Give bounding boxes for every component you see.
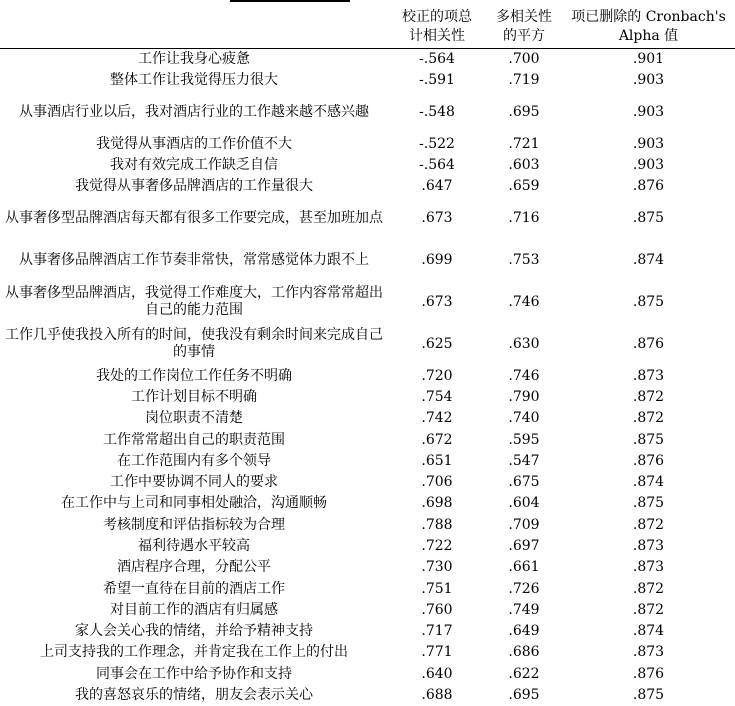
table-row bbox=[0, 387, 735, 408]
corrected-correlation-cell: .647 bbox=[388, 176, 486, 197]
squared-correlation-cell: .790 bbox=[486, 387, 562, 408]
alpha-deleted-cell: .875 bbox=[562, 685, 735, 706]
table-row bbox=[0, 429, 735, 450]
header-squared-multiple-correlation: 多相关性 的平方 bbox=[486, 8, 562, 49]
corrected-correlation-cell: .730 bbox=[388, 557, 486, 578]
table-row bbox=[0, 600, 735, 621]
alpha-deleted-cell: .875 bbox=[562, 429, 735, 450]
table-row bbox=[0, 92, 735, 134]
item-cell: 希望一直待在目前的酒店工作 bbox=[0, 578, 388, 599]
item-cell: 从事奢侈型品牌酒店，我觉得工作难度大，工作内容常常超出自己的能力范围 bbox=[0, 281, 388, 323]
squared-correlation-cell: .719 bbox=[486, 70, 562, 91]
item-cell: 整体工作让我觉得压力很大 bbox=[0, 70, 388, 91]
alpha-deleted-cell: .875 bbox=[562, 281, 735, 323]
squared-correlation-cell: .695 bbox=[486, 92, 562, 134]
item-cell: 同事会在工作中给予协作和支持 bbox=[0, 664, 388, 685]
table-body bbox=[0, 49, 735, 706]
table-row bbox=[0, 493, 735, 514]
item-cell: 工作让我身心疲惫 bbox=[0, 49, 388, 71]
corrected-correlation-cell: .720 bbox=[388, 365, 486, 386]
item-cell: 我处的工作岗位工作任务不明确 bbox=[0, 365, 388, 386]
table-row bbox=[0, 685, 735, 706]
alpha-deleted-cell: .903 bbox=[562, 92, 735, 134]
table-row bbox=[0, 621, 735, 642]
corrected-correlation-cell: .788 bbox=[388, 515, 486, 536]
corrected-correlation-cell: .698 bbox=[388, 493, 486, 514]
table-row bbox=[0, 536, 735, 557]
item-cell: 福利待遇水平较高 bbox=[0, 536, 388, 557]
alpha-deleted-cell: .874 bbox=[562, 621, 735, 642]
corrected-correlation-cell: .742 bbox=[388, 408, 486, 429]
squared-correlation-cell: .740 bbox=[486, 408, 562, 429]
table-row bbox=[0, 281, 735, 323]
corrected-correlation-cell: .699 bbox=[388, 239, 486, 281]
table-row bbox=[0, 323, 735, 365]
table-row bbox=[0, 664, 735, 685]
alpha-deleted-cell: .901 bbox=[562, 49, 735, 71]
squared-correlation-cell: .675 bbox=[486, 472, 562, 493]
corrected-correlation-cell: -.564 bbox=[388, 49, 486, 71]
table-row bbox=[0, 408, 735, 429]
alpha-deleted-cell: .873 bbox=[562, 365, 735, 386]
squared-correlation-cell: .603 bbox=[486, 155, 562, 176]
alpha-deleted-cell: .875 bbox=[562, 197, 735, 239]
squared-correlation-cell: .547 bbox=[486, 451, 562, 472]
item-cell: 工作中要协调不同人的要求 bbox=[0, 472, 388, 493]
corrected-correlation-cell: .673 bbox=[388, 197, 486, 239]
table-row bbox=[0, 472, 735, 493]
table-row bbox=[0, 176, 735, 197]
squared-correlation-cell: .695 bbox=[486, 685, 562, 706]
alpha-deleted-cell: .872 bbox=[562, 408, 735, 429]
alpha-deleted-cell: .876 bbox=[562, 451, 735, 472]
alpha-deleted-cell: .903 bbox=[562, 70, 735, 91]
alpha-deleted-cell: .873 bbox=[562, 557, 735, 578]
squared-correlation-cell: .753 bbox=[486, 239, 562, 281]
squared-correlation-cell: .716 bbox=[486, 197, 562, 239]
squared-correlation-cell: .746 bbox=[486, 365, 562, 386]
squared-correlation-cell: .726 bbox=[486, 578, 562, 599]
corrected-correlation-cell: -.522 bbox=[388, 134, 486, 155]
corrected-correlation-cell: -.548 bbox=[388, 92, 486, 134]
squared-correlation-cell: .659 bbox=[486, 176, 562, 197]
item-cell: 从事酒店行业以后，我对酒店行业的工作越来越不感兴趣 bbox=[0, 92, 388, 134]
table-row bbox=[0, 365, 735, 386]
item-cell: 从事奢侈品牌酒店工作节奏非常快，常常感觉体力跟不上 bbox=[0, 239, 388, 281]
alpha-deleted-cell: .876 bbox=[562, 664, 735, 685]
alpha-deleted-cell: .903 bbox=[562, 155, 735, 176]
squared-correlation-cell: .721 bbox=[486, 134, 562, 155]
corrected-correlation-cell: .688 bbox=[388, 685, 486, 706]
alpha-deleted-cell: .876 bbox=[562, 176, 735, 197]
table-row bbox=[0, 578, 735, 599]
corrected-correlation-cell: .640 bbox=[388, 664, 486, 685]
corrected-correlation-cell: .754 bbox=[388, 387, 486, 408]
table-row bbox=[0, 642, 735, 663]
squared-correlation-cell: .630 bbox=[486, 323, 562, 365]
squared-correlation-cell: .746 bbox=[486, 281, 562, 323]
item-cell: 工作几乎使我投入所有的时间，使我没有剩余时间来完成自己的事情 bbox=[0, 323, 388, 365]
corrected-correlation-cell: .706 bbox=[388, 472, 486, 493]
corrected-correlation-cell: .760 bbox=[388, 600, 486, 621]
header-corrected-item-total-correlation: 校正的项总 计相关性 bbox=[388, 8, 486, 49]
squared-correlation-cell: .622 bbox=[486, 664, 562, 685]
squared-correlation-cell: .749 bbox=[486, 600, 562, 621]
item-cell: 从事奢侈型品牌酒店每天都有很多工作要完成，甚至加班加点 bbox=[0, 197, 388, 239]
corrected-correlation-cell: -.591 bbox=[388, 70, 486, 91]
cropped-title-fragment bbox=[0, 0, 735, 4]
squared-correlation-cell: .700 bbox=[486, 49, 562, 71]
header-row bbox=[0, 8, 735, 49]
item-total-statistics-table bbox=[0, 8, 735, 706]
table-row bbox=[0, 451, 735, 472]
item-cell: 考核制度和评估指标较为合理 bbox=[0, 515, 388, 536]
item-cell: 上司支持我的工作理念，并肯定我在工作上的付出 bbox=[0, 642, 388, 663]
item-cell: 我觉得从事酒店的工作价值不大 bbox=[0, 134, 388, 155]
item-cell: 我的喜怒哀乐的情绪，朋友会表示关心 bbox=[0, 685, 388, 706]
item-cell: 工作计划目标不明确 bbox=[0, 387, 388, 408]
table-row bbox=[0, 134, 735, 155]
corrected-correlation-cell: .673 bbox=[388, 281, 486, 323]
item-cell: 岗位职责不清楚 bbox=[0, 408, 388, 429]
alpha-deleted-cell: .876 bbox=[562, 323, 735, 365]
table-row bbox=[0, 239, 735, 281]
alpha-deleted-cell: .874 bbox=[562, 239, 735, 281]
table-row bbox=[0, 515, 735, 536]
table-row bbox=[0, 197, 735, 239]
alpha-deleted-cell: .873 bbox=[562, 642, 735, 663]
squared-correlation-cell: .604 bbox=[486, 493, 562, 514]
item-cell: 在工作中与上司和同事相处融洽，沟通顺畅 bbox=[0, 493, 388, 514]
alpha-deleted-cell: .874 bbox=[562, 472, 735, 493]
alpha-deleted-cell: .872 bbox=[562, 515, 735, 536]
alpha-deleted-cell: .873 bbox=[562, 536, 735, 557]
item-cell: 酒店程序合理，分配公平 bbox=[0, 557, 388, 578]
squared-correlation-cell: .649 bbox=[486, 621, 562, 642]
squared-correlation-cell: .686 bbox=[486, 642, 562, 663]
table-header bbox=[0, 8, 735, 49]
table-row bbox=[0, 155, 735, 176]
corrected-correlation-cell: .717 bbox=[388, 621, 486, 642]
table-row bbox=[0, 557, 735, 578]
alpha-deleted-cell: .875 bbox=[562, 493, 735, 514]
alpha-deleted-cell: .872 bbox=[562, 600, 735, 621]
item-cell: 我对有效完成工作缺乏自信 bbox=[0, 155, 388, 176]
corrected-correlation-cell: .651 bbox=[388, 451, 486, 472]
item-cell: 工作常常超出自己的职责范围 bbox=[0, 429, 388, 450]
table-row bbox=[0, 70, 735, 91]
alpha-deleted-cell: .872 bbox=[562, 387, 735, 408]
alpha-deleted-cell: .872 bbox=[562, 578, 735, 599]
corrected-correlation-cell: .722 bbox=[388, 536, 486, 557]
item-cell: 在工作范围内有多个领导 bbox=[0, 451, 388, 472]
item-cell: 我觉得从事奢侈品牌酒店的工作量很大 bbox=[0, 176, 388, 197]
header-item bbox=[0, 8, 388, 49]
corrected-correlation-cell: .751 bbox=[388, 578, 486, 599]
corrected-correlation-cell: .625 bbox=[388, 323, 486, 365]
squared-correlation-cell: .595 bbox=[486, 429, 562, 450]
squared-correlation-cell: .697 bbox=[486, 536, 562, 557]
table-row bbox=[0, 49, 735, 71]
item-cell: 对目前工作的酒店有归属感 bbox=[0, 600, 388, 621]
corrected-correlation-cell: -.564 bbox=[388, 155, 486, 176]
squared-correlation-cell: .661 bbox=[486, 557, 562, 578]
header-alpha-if-item-deleted: 项已删除的 Cronbach's Alpha 值 bbox=[562, 8, 735, 49]
alpha-deleted-cell: .903 bbox=[562, 134, 735, 155]
item-cell: 家人会关心我的情绪，并给予精神支持 bbox=[0, 621, 388, 642]
corrected-correlation-cell: .771 bbox=[388, 642, 486, 663]
squared-correlation-cell: .709 bbox=[486, 515, 562, 536]
corrected-correlation-cell: .672 bbox=[388, 429, 486, 450]
